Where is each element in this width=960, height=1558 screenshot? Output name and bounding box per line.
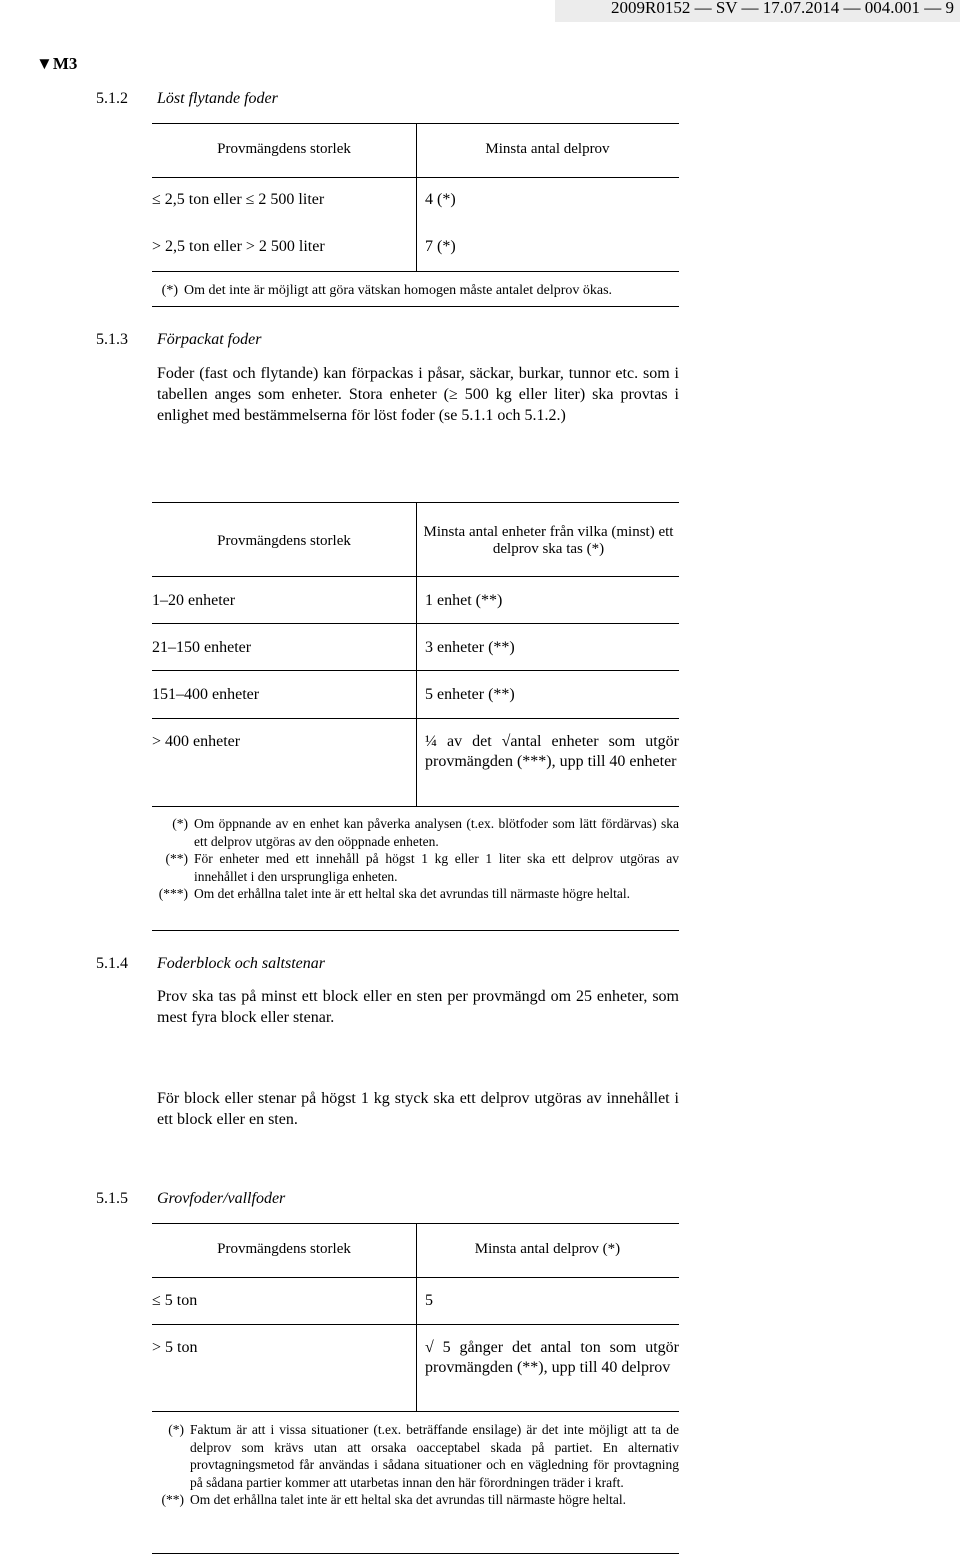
table-divider xyxy=(416,502,417,806)
table-cell: > 2,5 ton eller > 2 500 liter xyxy=(152,238,325,255)
section-paragraph: Prov ska tas på minst ett block eller en sten per provmängd om 25 enheter, som mest fyra block eller stenar. xyxy=(157,988,679,1026)
footnote-text: För enheter med ett innehåll på högst 1 kg eller 1 liter ska ett delprov utgöras av innehållet i den ursprungliga enheten. xyxy=(194,851,679,884)
table-rule xyxy=(152,1324,679,1325)
footnote-mark: (*) xyxy=(161,283,178,298)
table-rule xyxy=(152,930,679,931)
table-rule xyxy=(152,1553,679,1554)
table-cell: > 5 ton xyxy=(152,1339,198,1356)
table-rule xyxy=(152,177,679,178)
footnote-text: Om det inte är möjligt att göra vätskan homogen måste antalet delprov ökas. xyxy=(184,283,613,298)
table-header: Provmängdens storlek xyxy=(217,1241,351,1257)
section-number: 5.1.2 xyxy=(96,90,128,107)
header-text: 2009R0152 — SV — 17.07.2014 — 004.001 — 9 xyxy=(610,0,954,17)
section-title: Förpackat foder xyxy=(157,331,262,348)
table-cell: ¼ av det √antal enheter som utgör provmängden (***), upp till 40 enheter xyxy=(425,733,679,770)
document-header xyxy=(555,0,960,22)
footnote-mark: (***) xyxy=(158,886,188,901)
footnote-text: Om det erhållna talet inte är ett heltal ska det avrundas till närmaste högre heltal. xyxy=(190,1492,626,1507)
footnote-mark: (*) xyxy=(168,1422,184,1437)
footnote-text: Faktum är att i vissa situationer (t.ex. beträffande ensilage) är det inte möjligt att ta de delprov som krävs utan att orsaka oacceptabel skada på partiet. En alternativ provtagningsmetod får användas i sådana situationer och en vägledning för provtagning på sådana partier kommer att utarbetas innan den här förordningen träder i kraft. xyxy=(190,1422,679,1490)
table-rule xyxy=(152,806,679,807)
footnote-text: Om öppnande av en enhet kan påverka analysen (t.ex. blötfoder som lätt fördärvas) ska ett delprov utgöras av den oöppnade enheten. xyxy=(194,816,679,849)
table-cell: 7 (*) xyxy=(425,238,456,255)
footnote-text: Om det erhållna talet inte är ett heltal ska det avrundas till närmaste högre heltal. xyxy=(194,886,630,901)
section-number: 5.1.4 xyxy=(96,955,128,972)
section-number: 5.1.5 xyxy=(96,1190,128,1207)
section-title: Löst flytande foder xyxy=(157,90,278,107)
table-cell: 5 enheter (**) xyxy=(425,686,515,703)
table-rule xyxy=(152,670,679,671)
table-header: Provmängdens storlek xyxy=(217,533,351,549)
section-title: Grovfoder/vallfoder xyxy=(157,1190,286,1207)
footnote-mark: (*) xyxy=(172,816,188,831)
table-rule xyxy=(152,718,679,719)
section-paragraph: För block eller stenar på högst 1 kg styck ska ett delprov utgöras av innehållet i ett block eller en sten. xyxy=(157,1090,679,1128)
table-cell: ≤ 5 ton xyxy=(152,1292,198,1309)
table-footnotes xyxy=(152,1421,679,1509)
section-title: Foderblock och saltstenar xyxy=(157,955,325,972)
table-header: Provmängdens storlek xyxy=(217,141,351,157)
table-header: Minsta antal enheter från vilka (minst) ett delprov ska tas (*) xyxy=(423,524,674,557)
table-rule xyxy=(152,576,679,577)
table-cell: √ 5 gånger det antal ton som utgör provmängden (**), upp till 40 delprov xyxy=(425,1339,679,1376)
table-rule xyxy=(152,1411,679,1412)
table-cell: > 400 enheter xyxy=(152,733,241,750)
footnote-mark: (**) xyxy=(165,851,188,866)
table-rule xyxy=(152,623,679,624)
table-cell: 151–400 enheter xyxy=(152,686,260,703)
table-cell: 1–20 enheter xyxy=(152,592,236,609)
table-footnotes xyxy=(152,815,679,903)
table-cell: 21–150 enheter xyxy=(152,639,252,656)
table-header: Minsta antal delprov xyxy=(485,141,610,157)
table-cell: ≤ 2,5 ton eller ≤ 2 500 liter xyxy=(152,191,325,208)
table-cell: 3 enheter (**) xyxy=(425,639,515,656)
section-number: 5.1.3 xyxy=(96,331,128,348)
table-footnote xyxy=(152,282,679,300)
table-rule xyxy=(152,1277,679,1278)
footnote-mark: (**) xyxy=(161,1492,184,1507)
table-cell: 5 xyxy=(425,1292,433,1309)
section-paragraph: Foder (fast och flytande) kan förpackas i påsar, säckar, burkar, tunnor etc. som i tabellen anges som enheter. Stora enheter (≥ 500 kg eller liter) ska provtas i enlighet med bestämmelserna för löst foder (se 5.1.1 och 5.1.2.) xyxy=(157,365,679,424)
table-rule xyxy=(152,271,679,272)
table-rule xyxy=(152,306,679,307)
table-cell: 4 (*) xyxy=(425,191,456,208)
amendment-marker: ▼M3 xyxy=(36,54,78,73)
table-header: Minsta antal delprov (*) xyxy=(474,1241,621,1257)
table-cell: 1 enhet (**) xyxy=(425,592,503,609)
